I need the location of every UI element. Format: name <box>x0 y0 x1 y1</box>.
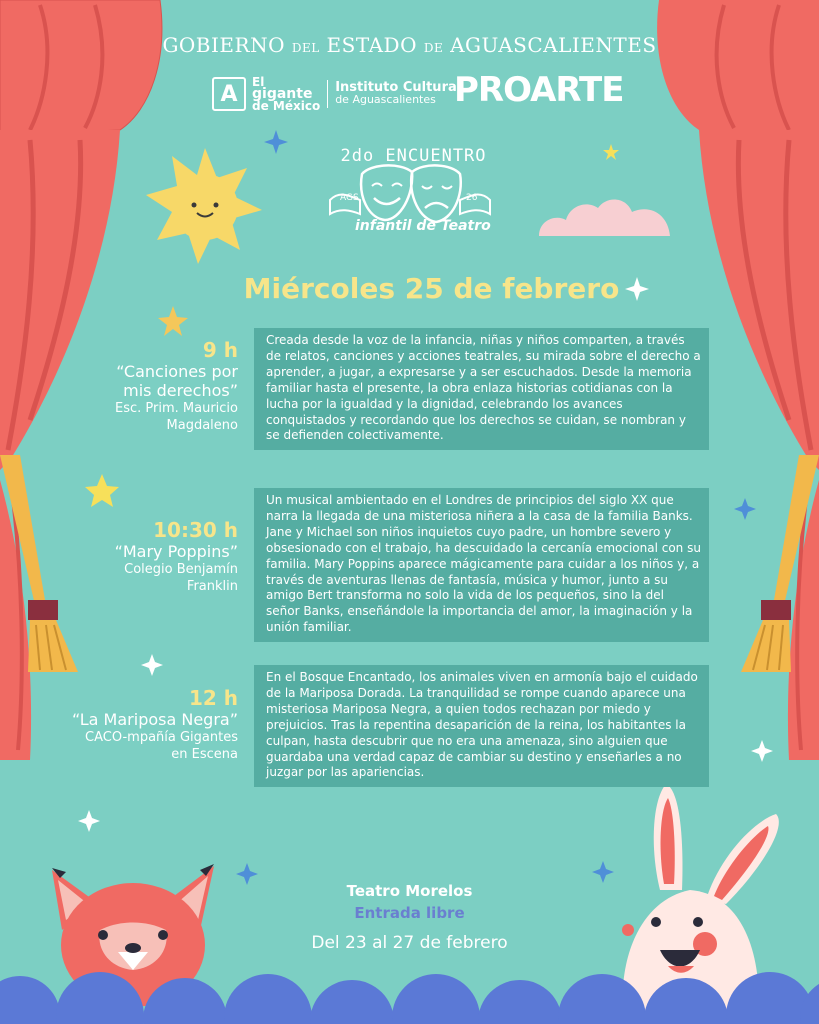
gov-word: GOBIERNO <box>162 33 285 57</box>
sparkle-icon <box>734 498 756 520</box>
event-time: 9 h <box>202 338 238 362</box>
proarte-logo: PROARTE <box>454 70 624 110</box>
sponsor-logos <box>212 74 461 114</box>
footer-entry: Entrada libre <box>354 904 465 922</box>
event-description: En el Bosque Encantado, los animales viven en armonía bajo el cuidado de la Mariposa Dorada. La tranquilidad se rompe cuando aparece una misteriosa Mariposa Negra, a quien todos rechazan por miedo y prejuicios. Tras la repentina desaparición de la reina, los habitantes la culpan, hasta descubrir que no era una amenaza, sino alguien que guardaba una verdad capaz de cambiar su destino y enseñarles a no juzgar por las apariencias. <box>254 665 709 787</box>
footer-venue: Teatro Morelos <box>346 882 473 900</box>
ground-bushes <box>0 972 819 1024</box>
event-description: Un musical ambientado en el Londres de principios del siglo XX que narra la llegada de una misteriosa niñera a la casa de la familia Banks. Jane y Michael son niños inquietos cuyo padre, un hombre severo y obsesionado con el trabajo, ha descuidado la cercanía emocional con su familia. Mary Poppins aparece mágicamente para cuidar a los niños y, a través de aventuras llenas de fantasía, música y humor, junto a su amigo Bert transforma no solo la vida de los pequeños, sino la del señor Banks, enseñándole la importancia del amor, la imaginación y la unión familiar. <box>254 488 709 642</box>
sparkle-icon <box>751 740 773 762</box>
logo-divider <box>327 80 328 108</box>
festival-title-bottom: infantil de Teatro <box>355 218 491 234</box>
gov-word: DE <box>423 41 444 55</box>
date-heading: Miércoles 25 de febrero <box>243 272 620 305</box>
gigante-logo-text <box>252 76 320 112</box>
cloud-icon <box>539 199 670 236</box>
festival-title-top: 2do ENCUENTRO <box>340 146 487 166</box>
instituto-line: Instituto Cultural <box>335 80 462 95</box>
sparkle-icon <box>78 810 100 832</box>
gigante-line: El <box>252 75 265 89</box>
star-icon <box>158 306 188 336</box>
event-info <box>68 686 238 763</box>
gigante-line: gigante <box>252 86 313 102</box>
gov-word: AGUASCALIENTES <box>450 33 657 57</box>
festival-badge-right: 26 <box>466 193 478 203</box>
gov-word: ESTADO <box>326 33 417 57</box>
star-icon <box>85 474 119 507</box>
event-info <box>88 518 238 595</box>
event-info <box>88 338 238 434</box>
instituto-logo-text <box>335 82 461 106</box>
sparkle-icon <box>141 654 163 676</box>
footer-dates: Del 23 al 27 de febrero <box>311 933 508 953</box>
sparkle-icon <box>592 861 614 883</box>
gigante-line: de México <box>252 99 321 113</box>
event-title: “La Mariposa Negra” <box>71 710 238 729</box>
event-title: “Canciones por mis derechos” <box>116 362 238 400</box>
government-header <box>0 33 819 57</box>
event-description: Creada desde la voz de la infancia, niñas y niños comparten, a través de relatos, canciones y acciones teatrales, su mirada sobre el derecho a aprender, a jugar, a expresarse y a ser escuchados. Desde la memoria familiar hasta el presente, la obra enlaza historias cotidianas con la lucha por la igualdad y la dignidad, celebrando los avances conquistados y recordando que los derechos se cuidan, se nombran y se defienden colectivamente. <box>254 328 709 450</box>
event-time: 10:30 h <box>153 518 238 542</box>
gov-word: DEL <box>291 41 320 55</box>
instituto-line: de Aguascalientes <box>335 93 436 106</box>
event-venue: Esc. Prim. Mauricio Magdaleno <box>115 401 238 433</box>
event-venue: CACO-mpañía Gigantes en Escena <box>85 730 238 762</box>
festival-badge-left: AGS <box>340 193 359 203</box>
event-time: 12 h <box>188 686 238 710</box>
event-venue: Colegio Benjamín Franklin <box>124 562 238 594</box>
event-title: “Mary Poppins” <box>114 542 238 561</box>
aguascalientes-logo-mark: A <box>212 77 246 111</box>
